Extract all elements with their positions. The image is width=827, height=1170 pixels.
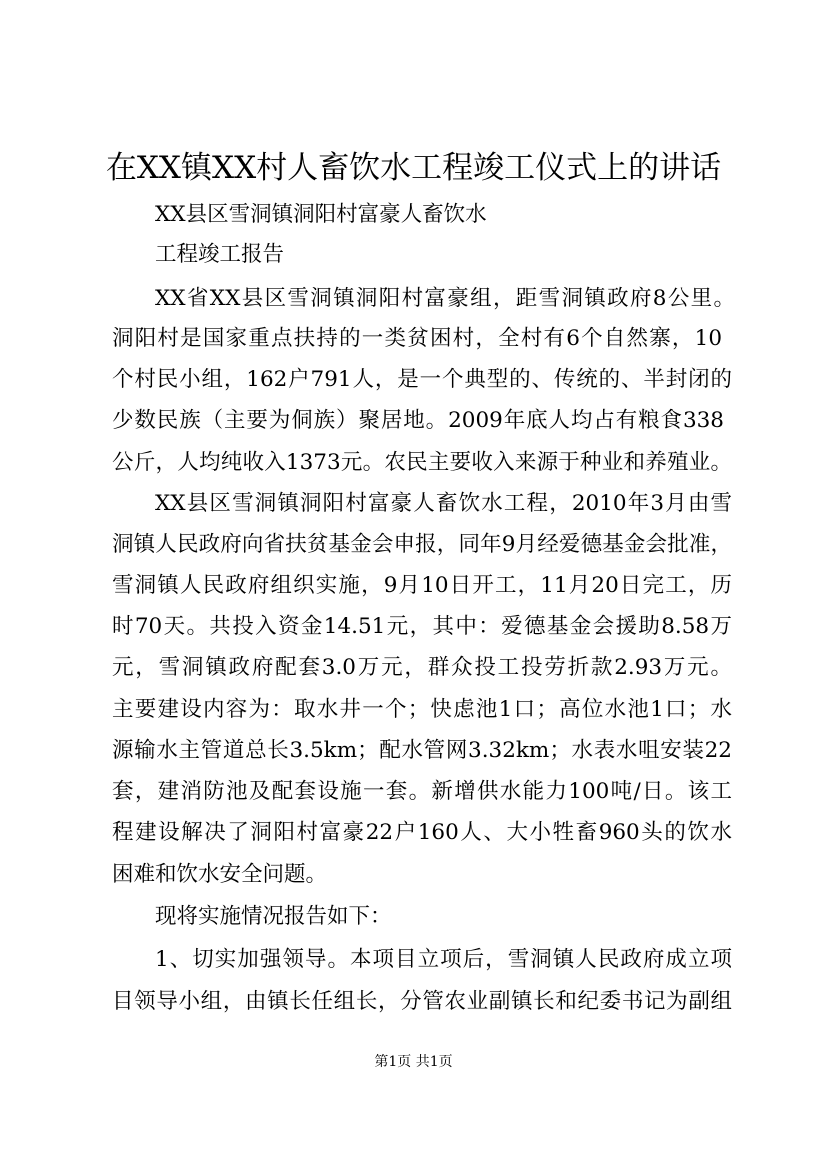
paragraph-line: 个村民小组，162户791人，是一个典型的、传统的、半封闭的 — [112, 367, 732, 392]
paragraph-line: XX县区雪洞镇洞阳村富豪人畜饮水工程，2010年3月由雪 — [155, 491, 732, 516]
paragraph-line: 公斤，人均纯收入1373元。农民主要收入来源于种业和养殖业。 — [112, 450, 732, 475]
paragraph-line: 少数民族（主要为侗族）聚居地。2009年底人均占有粮食338 — [112, 408, 724, 433]
subtitle-line-2: 工程竣工报告 — [155, 242, 285, 267]
paragraph-line: 目领导小组，由镇长任组长，分管农业副镇长和纪委书记为副组 — [112, 989, 732, 1014]
paragraph-line: 时70天。共投入资金14.51元，其中：爱德基金会援助8.58万 — [112, 614, 732, 639]
paragraph-line: 洞阳村是国家重点扶持的一类贫困村，全村有6个自然寨，10 — [112, 326, 722, 351]
paragraph-line: 洞镇人民政府向省扶贫基金会申报，同年9月经爱德基金会批准， — [112, 532, 732, 557]
paragraph-line: XX省XX县区雪洞镇洞阳村富豪组，距雪洞镇政府8公里。 — [155, 286, 735, 311]
paragraph-line: 雪洞镇人民政府组织实施，9月10日开工，11月20日完工，历 — [112, 573, 732, 598]
paragraph-line: 主要建设内容为：取水井一个；快虑池1口；高位水池1口；水 — [112, 697, 732, 722]
page-footer: 第1页 共1页 — [374, 1054, 453, 1070]
paragraph-line: 现将实施情况报告如下： — [155, 904, 392, 929]
paragraph-line: 1、切实加强领导。本项目立项后，雪洞镇人民政府成立项 — [155, 947, 732, 972]
paragraph-line: 源输水主管道总长3.5km；配水管网3.32km；水表水咀安装22 — [112, 738, 732, 763]
paragraph-line: 套，建消防池及配套设施一套。新增供水能力100吨/日。该工 — [112, 779, 732, 804]
paragraph-line: 程建设解决了洞阳村富豪22户160人、大小牲畜960头的饮水 — [112, 820, 732, 845]
subtitle-line-1: XX县区雪洞镇洞阳村富豪人畜饮水 — [155, 202, 487, 227]
document-title: 在XX镇XX村人畜饮水工程竣工仪式上的讲话 — [105, 150, 722, 186]
paragraph-line: 元，雪洞镇政府配套3.0万元，群众投工投劳折款2.93万元。 — [112, 655, 732, 680]
paragraph-line: 困难和饮水安全问题。 — [112, 862, 328, 887]
